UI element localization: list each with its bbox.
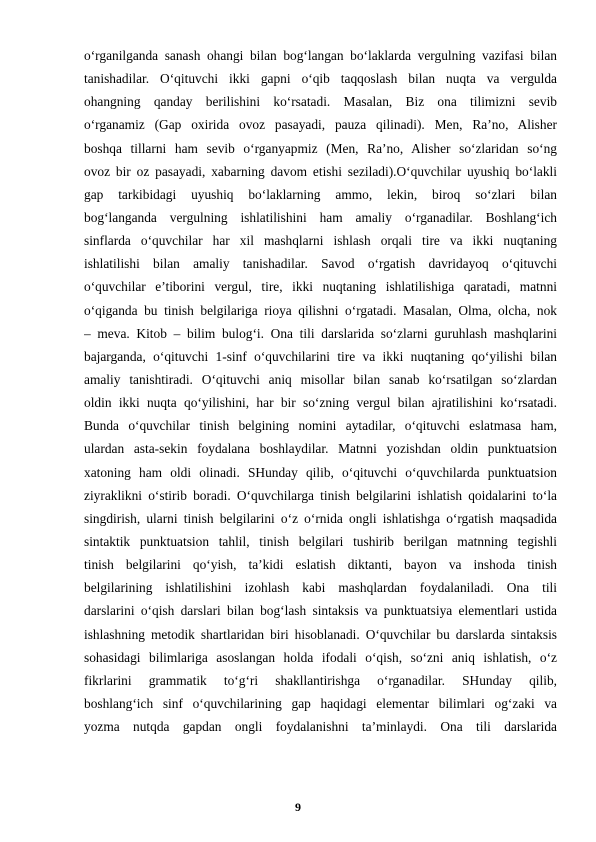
text-line: ishlatilishi bilan amaliy tanishadilar. Savod o‘rgatish davridayoq o‘qituvchi xyxy=(84,256,557,272)
text-line: oldin ikki nuqta qo‘yilishini, har bir so‘zning vergul bilan ajratilishini ko‘rsatadi. xyxy=(84,395,557,411)
text-line: gap tarkibidagi uyushiq bo‘laklarning ammo, lekin, biroq so‘zlari bilan xyxy=(84,186,557,202)
text-line: bajarganda, o‘qituvchi 1-sinf o‘quvchilarini tire va ikki nuqtaning qo‘yilishi bilan xyxy=(84,348,557,364)
text-line: yozma nutqda gapdan ongli foydalanishni ta’minlaydi. Ona tili darslarida xyxy=(84,719,557,735)
text-line: ishlashning metodik shartlaridan biri hisoblanadi. O‘quvchilar bu darslarda sintaksis xyxy=(84,626,557,642)
text-line: singdirish, ularni tinish belgilarini o‘z o‘rnida ongli ishlatishga o‘rgatish maqsadida xyxy=(84,510,557,526)
text-line: fikrlarini grammatik to‘g‘ri shakllantirishga o‘rganadilar. SHunday qilib, xyxy=(84,672,557,688)
text-line: sinflarda o‘quvchilar har xil mashqlarni ishlash orqali tire va ikki nuqtaning xyxy=(84,233,557,249)
text-line: sintaktik punktuatsion tahlil, tinish belgilari tushirib berilgan matnning tegishli xyxy=(84,533,557,549)
text-line: o‘quvchilar e’tiborini vergul, tire, ikki nuqtaning ishlatilishiga qaratadi, matnni xyxy=(84,279,557,295)
text-line: – meva. Kitob – bilim bulog‘i. Ona tili darslarida so‘zlarni guruhlash mashqlarini xyxy=(84,325,557,341)
text-line: bog‘langanda vergulning ishlatilishini ham amaliy o‘rganadilar. Boshlang‘ich xyxy=(84,209,557,225)
text-line: boshqa tillarni ham sevib o‘rganyapmiz (Men, Ra’no, Alisher so‘zlaridan so‘ng xyxy=(84,140,557,156)
page-number: 9 xyxy=(295,800,301,814)
text-line: sohasidagi bilimlariga asoslangan holda ifodali o‘qish, so‘zni aniq ishlatish, o‘z xyxy=(84,649,557,665)
text-line: tanishadilar. O‘qituvchi ikki gapni o‘qib taqqoslash bilan nuqta va vergulda xyxy=(84,71,557,87)
text-line: darslarini o‘qish darslari bilan bog‘lash sintaksis va punktuatsiya elementlari ustida xyxy=(84,603,557,619)
text-line: xatoning ham oldi olinadi. SHunday qilib, o‘qituvchi o‘quvchilarda punktuatsion xyxy=(84,464,557,480)
body-text xyxy=(84,44,557,738)
text-line: Bunda o‘quvchilar tinish belgining nomini aytadilar, o‘qituvchi eslatmasa ham, xyxy=(84,418,557,434)
text-line: belgilarining ishlatilishini izohlash kabi mashqlardan foydalaniladi. Ona tili xyxy=(84,580,557,596)
text-line: boshlang‘ich sinf o‘quvchilarining gap haqidagi elementar bilimlari og‘zaki va xyxy=(84,695,557,711)
text-line: ulardan asta-sekin foydalana boshlaydilar. Matnni yozishdan oldin punktuatsion xyxy=(84,441,557,457)
text-line: o‘rganamiz (Gap oxirida ovoz pasayadi, pauza qilinadi). Men, Ra’no, Alisher xyxy=(84,117,557,133)
text-line: o‘qiganda bu tinish belgilariga rioya qilishni o‘rgatadi. Masalan, Olma, olcha, nok xyxy=(84,302,557,318)
text-line: ohangning qanday berilishini ko‘rsatadi. Masalan, Biz ona tilimizni sevib xyxy=(84,94,557,110)
text-line: ovoz bir oz pasayadi, xabarning davom etishi seziladi).O‘quvchilar uyushiq bo‘lakli xyxy=(84,163,557,179)
text-line: amaliy tanishtiradi. O‘qituvchi aniq misollar bilan sanab ko‘rsatilgan so‘zlardan xyxy=(84,371,557,387)
text-line: ziyraklikni o‘stirib boradi. O‘quvchilarga tinish belgilarini ishlatish qoidalarini to‘la xyxy=(84,487,557,503)
text-line: o‘rganilganda sanash ohangi bilan bog‘langan bo‘laklarda vergulning vazifasi bilan xyxy=(84,48,557,63)
text-line: tinish belgilarini qo‘yish, ta’kidi eslatish diktanti, bayon va inshoda tinish xyxy=(84,557,557,573)
